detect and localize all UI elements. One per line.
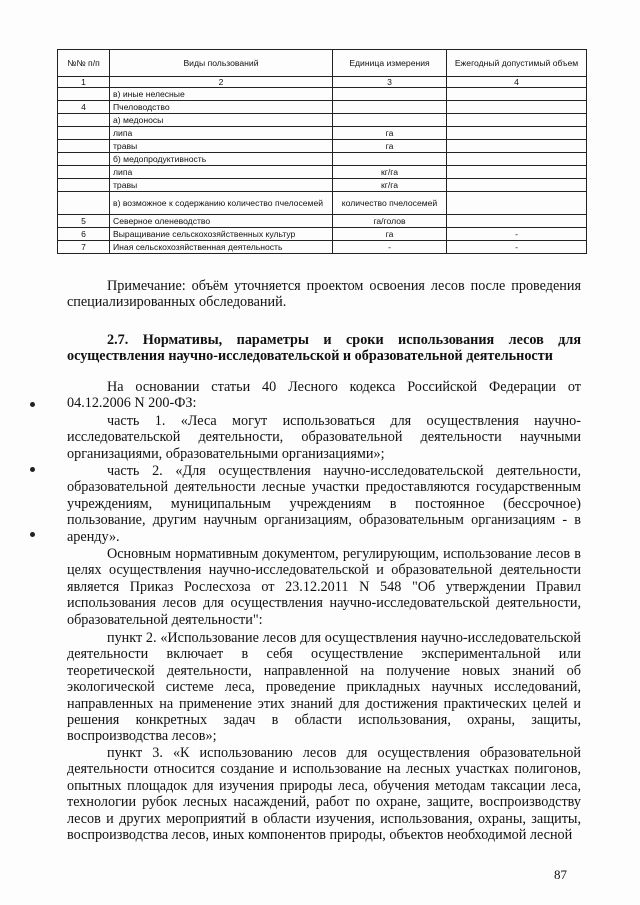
row-number-cell	[58, 114, 110, 127]
row-number-cell	[58, 179, 110, 192]
col-number: 2	[110, 77, 333, 88]
row-number-cell	[58, 166, 110, 179]
col-number: 3	[333, 77, 447, 88]
table-row	[58, 241, 587, 254]
body-paragraph: пункт 3. «К использованию лесов для осуществления образовательной деятельности относится создание и использование на лесных участках полигонов, опытных площадок для изучения природы леса, обучения методам таксации леса, технологии рубок лесных насаждений, работ по охране, защите, воспроизводству лесов и других мероприятий в области изучения, использования, охраны, защиты, воспроизводства лесов, иных компонентов природы, объектов необходимой лесной	[67, 745, 581, 844]
header-unit: Единица измерения	[333, 50, 447, 77]
row-number-cell: 7	[58, 241, 110, 254]
table-row	[58, 88, 587, 101]
table-row	[58, 127, 587, 140]
use-type-cell: в) возможное к содержанию количество пчелосемей	[110, 192, 333, 215]
row-number-cell	[58, 140, 110, 153]
volume-cell	[447, 215, 587, 228]
note-paragraph: Примечание: объём уточняется проектом освоения лесов после проведения специализированных обследований.	[67, 278, 581, 311]
unit-cell: га/голов	[333, 215, 447, 228]
table-row	[58, 101, 587, 114]
unit-cell: количество пчелосемей	[333, 192, 447, 215]
table-row	[58, 140, 587, 153]
body-paragraph: Основным нормативным документом, регулирующим, использование лесов в целях осуществления научно-исследовательской и образовательной деятельности является Приказ Рослесхоза от 23.12.2011 N 548 "Об утверждении Правил использования лесов для осуществления научно-исследовательской деятельности, образовательной деятельности":	[67, 546, 581, 628]
use-type-cell: травы	[110, 179, 333, 192]
volume-cell	[447, 114, 587, 127]
volume-cell	[447, 192, 587, 215]
row-number-cell: 4	[58, 101, 110, 114]
header-use-type: Виды пользований	[110, 50, 333, 77]
row-number-cell: 5	[58, 215, 110, 228]
punch-hole-mark	[30, 402, 35, 407]
volume-cell: -	[447, 228, 587, 241]
volume-cell	[447, 166, 587, 179]
use-type-cell: Иная сельскохозяйственная деятельность	[110, 241, 333, 254]
table-header-row	[58, 50, 587, 77]
use-type-cell: липа	[110, 166, 333, 179]
use-type-cell: Северное оленеводство	[110, 215, 333, 228]
table-row	[58, 153, 587, 166]
unit-cell: кг/га	[333, 166, 447, 179]
table-row	[58, 166, 587, 179]
table-body	[58, 88, 587, 254]
use-type-cell: Выращивание сельскохозяйственных культур	[110, 228, 333, 241]
row-number-cell: 6	[58, 228, 110, 241]
row-number-cell	[58, 88, 110, 101]
unit-cell: кг/га	[333, 179, 447, 192]
body-paragraph: часть 2. «Для осуществления научно-исследовательской деятельности, образовательной деятельности лесные участки предоставляются государственным учреждениям, муниципальным учреждениям в постоянное (бессрочное) пользование, другим научным организациям, образовательным организациям - в аренду».	[67, 463, 581, 545]
use-type-cell: в) иные нелесные	[110, 88, 333, 101]
use-type-cell: а) медоносы	[110, 114, 333, 127]
punch-hole-mark	[30, 467, 35, 472]
body-paragraph: На основании статьи 40 Лесного кодекса Российской Федерации от 04.12.2006 N 200-ФЗ:	[67, 379, 581, 412]
row-number-cell	[58, 153, 110, 166]
table-row	[58, 215, 587, 228]
punch-hole-mark	[30, 532, 35, 537]
page-number: 87	[554, 867, 567, 882]
use-type-cell: липа	[110, 127, 333, 140]
unit-cell	[333, 101, 447, 114]
use-type-cell: Пчеловодство	[110, 101, 333, 114]
volume-cell	[447, 140, 587, 153]
table-row	[58, 192, 587, 215]
header-number: №№ п/п	[58, 50, 110, 77]
use-type-cell: травы	[110, 140, 333, 153]
volume-cell	[447, 101, 587, 114]
header-annual-volume: Ежегодный допустимый объем	[447, 50, 587, 77]
unit-cell: га	[333, 127, 447, 140]
col-number: 4	[447, 77, 587, 88]
unit-cell	[333, 153, 447, 166]
volume-cell	[447, 127, 587, 140]
unit-cell: га	[333, 228, 447, 241]
body-paragraph: пункт 2. «Использование лесов для осуществления научно-исследовательской деятельности включает в себя осуществление экспериментальной или теоретической деятельности, направленной на получение новых знаний об экологической системе леса, проведение прикладных научных исследований, направленных на применение этих знаний для достижения практических целей и решения конкретных задач в области использования, охраны, защиты, воспроизводства лесов»;	[67, 630, 581, 745]
unit-cell: га	[333, 140, 447, 153]
col-number: 1	[58, 77, 110, 88]
use-type-cell: б) медопродуктивность	[110, 153, 333, 166]
row-number-cell	[58, 192, 110, 215]
unit-cell	[333, 88, 447, 101]
row-number-cell	[58, 127, 110, 140]
unit-cell: -	[333, 241, 447, 254]
volume-cell: -	[447, 241, 587, 254]
volume-cell	[447, 179, 587, 192]
volume-cell	[447, 153, 587, 166]
table-row	[58, 228, 587, 241]
forest-use-table	[57, 49, 587, 254]
table-row	[58, 114, 587, 127]
table-row	[58, 179, 587, 192]
unit-cell	[333, 114, 447, 127]
volume-cell	[447, 88, 587, 101]
body-paragraph: часть 1. «Леса могут использоваться для осуществления научно-исследовательской деятельности, образовательной деятельности научными организациями, образовательными организациями»;	[67, 413, 581, 462]
table-column-numbers-row	[58, 77, 587, 88]
section-heading: 2.7. Нормативы, параметры и сроки использования лесов для осуществления научно-исследовательской и образовательной деятельности	[67, 332, 581, 365]
